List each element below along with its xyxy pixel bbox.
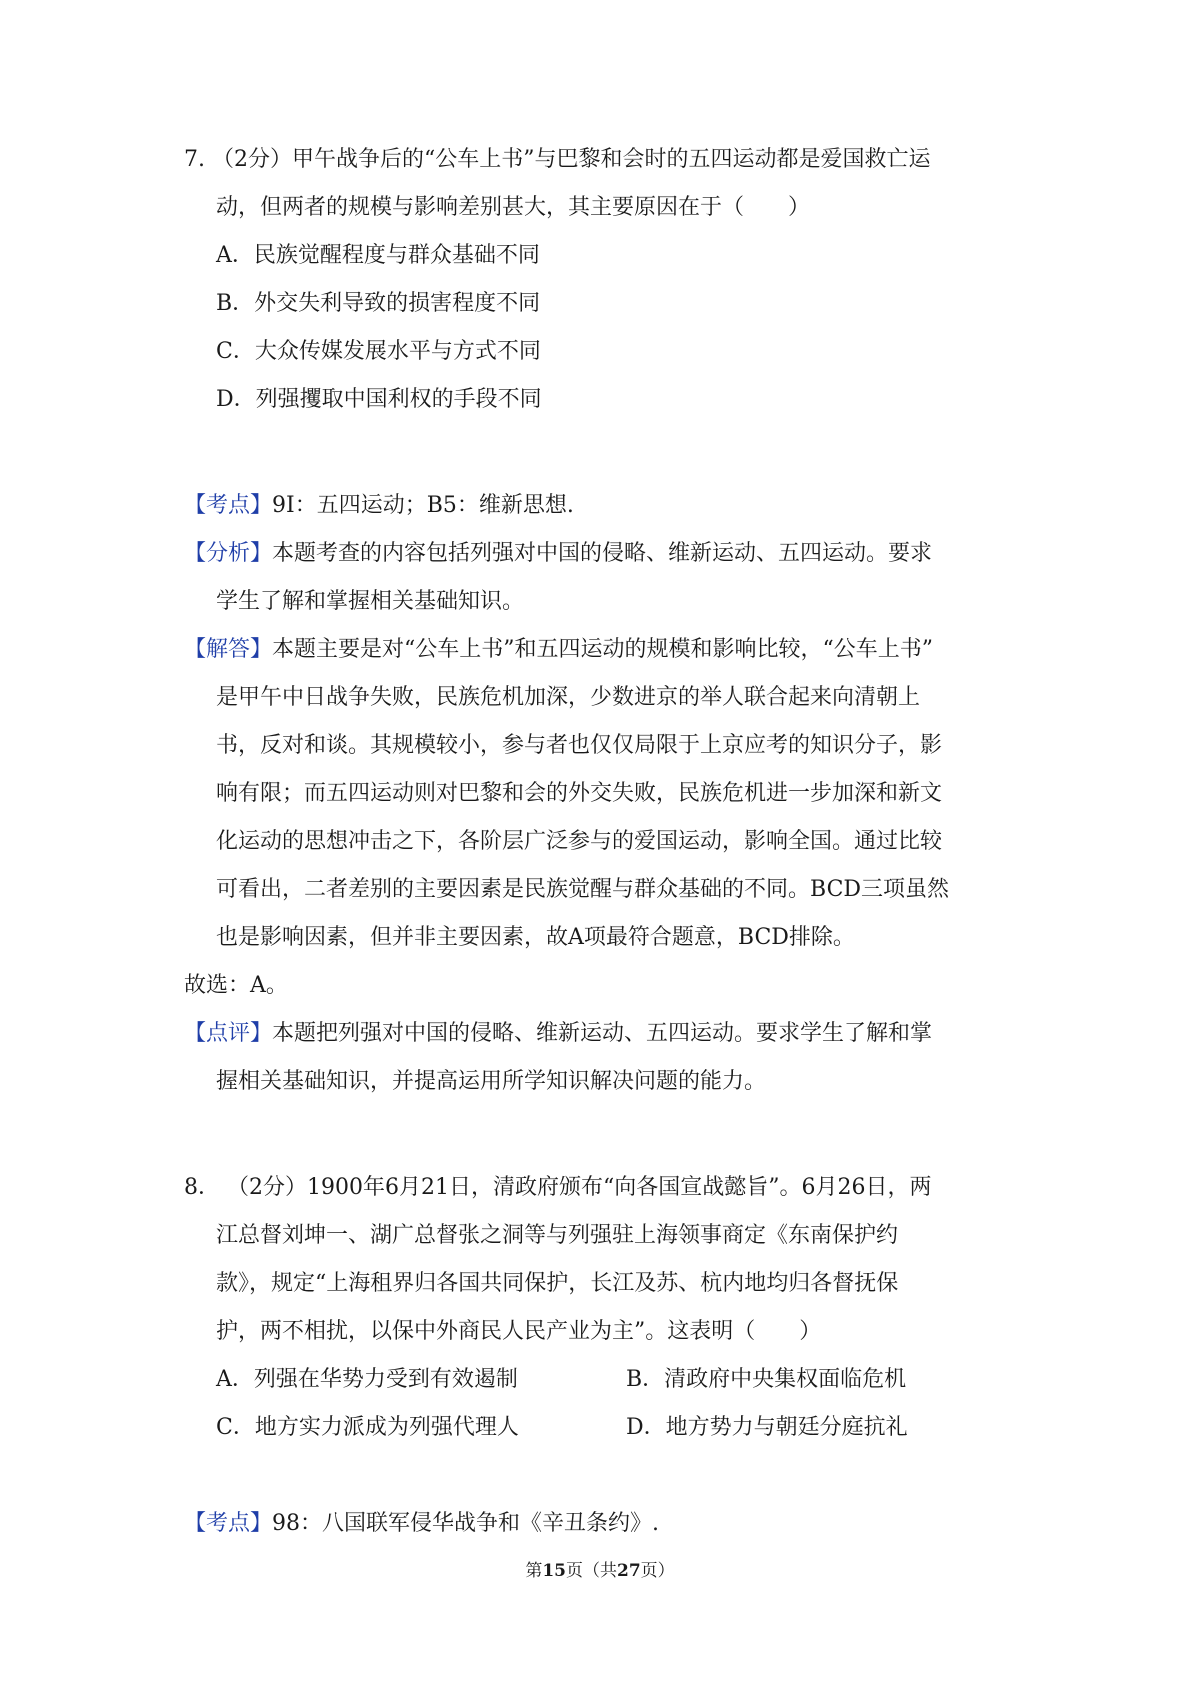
q8-stem-line-2: 江总督刘坤一、湖广总督张之洞等与列强驻上海领事商定《东南保护约 <box>216 1223 899 1248</box>
q7-dianping-line-1 <box>184 1010 932 1058</box>
q8-kaodian <box>184 1500 659 1548</box>
fenxi-tag: 【分析】 <box>184 541 273 566</box>
q7-jieda-line-7: 也是影响因素，但并非主要因素，故A项最符合题意，BCD排除。 <box>216 925 855 950</box>
footer-middle: 页（共 <box>566 1561 617 1581</box>
q7-jieda-line-3: 书，反对和谈。其规模较小，参与者也仅仅局限于上京应考的知识分子，影 <box>216 733 943 758</box>
page-footer <box>0 1556 1200 1586</box>
jieda-text-1: 本题主要是对“公车上书”和五四运动的规模和影响比较，“公车上书” <box>272 637 934 662</box>
q8-options-row-1 <box>216 1356 906 1404</box>
kaodian-text: 98：八国联军侵华战争和《辛丑条约》. <box>272 1511 660 1536</box>
q8-stem-line-3: 款》，规定“上海租界归各国共同保护，长江及苏、杭内地均归各督抚保 <box>216 1271 899 1296</box>
q7-jieda-line-5: 化运动的思想冲击之下，各阶层广泛参与的爱国运动，影响全国。通过比较 <box>216 829 943 854</box>
q7-stem-text-1: （2分）甲午战争后的“公车上书”与巴黎和会时的五四运动都是爱国救亡运 <box>212 147 931 172</box>
q7-stem-line-2: 动，但两者的规模与影响差别甚大，其主要原因在于（ ） <box>216 195 811 220</box>
dianping-text-1: 本题把列强对中国的侵略、维新运动、五四运动。要求学生了解和掌 <box>272 1021 933 1046</box>
footer-total-pages: 27 <box>617 1561 641 1581</box>
q7-option-b: B．外交失利导致的损害程度不同 <box>216 291 541 316</box>
q8-option-c: C．地方实力派成为列强代理人 <box>216 1415 519 1440</box>
footer-prefix: 第 <box>525 1561 543 1581</box>
q7-fenxi-line-1 <box>184 530 932 578</box>
footer-suffix: 页） <box>640 1561 675 1581</box>
q7-jieda-line-4: 响有限；而五四运动则对巴黎和会的外交失败，民族危机进一步加深和新文 <box>216 781 943 806</box>
q7-option-d: D．列强攫取中国利权的手段不同 <box>216 387 542 412</box>
fenxi-text-1: 本题考查的内容包括列强对中国的侵略、维新运动、五四运动。要求 <box>272 541 933 566</box>
dianping-tag: 【点评】 <box>184 1021 273 1046</box>
q7-jieda-line-2: 是甲午中日战争失败，民族危机加深，少数进京的举人联合起来向清朝上 <box>216 685 921 710</box>
q8-option-a: A．列强在华势力受到有效遏制 <box>216 1367 518 1392</box>
jieda-tag: 【解答】 <box>184 637 273 662</box>
q7-stem-line-1 <box>184 136 931 184</box>
kaodian-text: 9I：五四运动；B5：维新思想. <box>272 493 574 518</box>
q7-fenxi-line-2: 学生了解和掌握相关基础知识。 <box>216 589 525 614</box>
q8-options-row-2 <box>216 1404 908 1452</box>
q7-option-a: A．民族觉醒程度与群众基础不同 <box>216 243 540 268</box>
q7-answer: 故选：A。 <box>184 973 288 998</box>
q7-jieda-line-1 <box>184 626 933 674</box>
q8-option-b: B．清政府中央集权面临危机 <box>626 1367 907 1392</box>
kaodian-tag: 【考点】 <box>184 493 273 518</box>
q7-number: 7. <box>184 147 205 172</box>
q8-stem-line-1 <box>184 1164 931 1212</box>
q7-option-c: C．大众传媒发展水平与方式不同 <box>216 339 541 364</box>
q8-stem-text-1: （2分）1900年6月21日，清政府颁布“向各国宣战懿旨”。6月26日，两 <box>227 1175 932 1200</box>
kaodian-tag: 【考点】 <box>184 1511 273 1536</box>
q7-kaodian <box>184 482 574 530</box>
q8-option-d: D．地方势力与朝廷分庭抗礼 <box>626 1415 908 1440</box>
q8-stem-line-4: 护，两不相扰，以保中外商民人民产业为主”。这表明（ ） <box>216 1319 822 1344</box>
q8-number: 8． <box>184 1175 220 1200</box>
q7-jieda-line-6: 可看出，二者差别的主要因素是民族觉醒与群众基础的不同。BCD三项虽然 <box>216 877 950 902</box>
q7-dianping-line-2: 握相关基础知识，并提高运用所学知识解决问题的能力。 <box>216 1069 767 1094</box>
footer-page-number: 15 <box>542 1561 566 1581</box>
